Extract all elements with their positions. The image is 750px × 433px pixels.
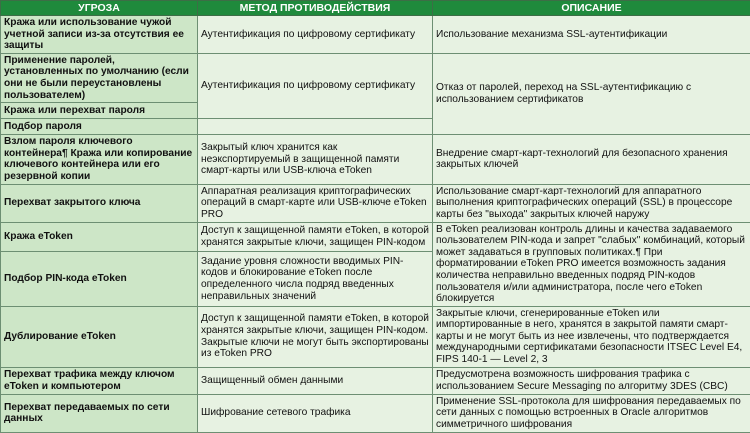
header-countermeasure: МЕТОД ПРОТИВОДЕЙСТВИЯ: [198, 1, 433, 16]
description-cell: В eToken реализован контроль длины и качества задаваемого пользователем PIN-кода и запрет "слабых" комбинаций, который может задаваться в групповых политиках.¶ При форматировании eToken PRO имеется возможность задания количества неправильно введенных подряд PIN-кодов пользователя и/или администратора, после чего eToken блокируется: [433, 222, 750, 306]
countermeasure-cell: Аутентификация по цифровому сертификату: [198, 16, 433, 54]
countermeasure-cell: Закрытый ключ хранится как неэкспортируемый в защищенной памяти смарт-карты или USB-ключа eToken: [198, 135, 433, 184]
threat-cell: Перехват закрытого ключа: [1, 184, 198, 222]
description-cell: Применение SSL-протокола для шифрования передаваемых по сети данных с помощью встроенных в Oracle алгоритмов симметричного шифрования: [433, 394, 750, 432]
countermeasure-cell: Задание уровня сложности вводимых PIN-кодов и блокирование eToken после определенного числа подряд введенных неправильных значений: [198, 252, 433, 306]
threat-cell: Подбор пароля: [1, 119, 198, 135]
table-row: [1, 367, 750, 394]
table-header-row: [1, 1, 750, 16]
threat-cell: Кража eToken: [1, 222, 198, 252]
table-row: [1, 53, 750, 102]
threat-cell: Применение паролей, установленных по умолчанию (если они не были переустановлены пользователем): [1, 53, 198, 102]
description-cell: Использование механизма SSL-аутентификации: [433, 16, 750, 54]
countermeasure-cell: Доступ к защищенной памяти eToken, в которой хранятся закрытые ключи, защищен PIN-кодом. Закрытые ключи не могут быть экспортированы из eToken PRO: [198, 306, 433, 367]
description-cell: Закрытые ключи, сгенерированные eToken или импортированные в него, хранятся в закрытой памяти смарт-карты и не могут быть из нее извлечены, что подтверждается международными сертификатами безопасности ITSEC Level E4, FIPS 140-1 — Level 2, 3: [433, 306, 750, 367]
table-row: [1, 306, 750, 367]
countermeasure-cell: Доступ к защищенной памяти eToken, в которой хранятся закрытые ключи, защищен PIN-кодом: [198, 222, 433, 252]
threat-cell: Дублирование eToken: [1, 306, 198, 367]
description-cell: Отказ от паролей, переход на SSL-аутентификацию с использованием сертификатов: [433, 53, 750, 134]
threat-cell: Взлом пароля ключевого контейнера¶ Кража или копирование ключевого контейнера или его резервной копии: [1, 135, 198, 184]
threat-cell: Кража или перехват пароля: [1, 103, 198, 119]
table-row: [1, 394, 750, 432]
countermeasure-cell-empty: [198, 119, 433, 135]
countermeasure-cell: Аутентификация по цифровому сертификату: [198, 53, 433, 118]
threat-cell: Перехват передаваемых по сети данных: [1, 394, 198, 432]
threat-cell: Подбор PIN-кода eToken: [1, 252, 198, 306]
description-cell: Предусмотрена возможность шифрования трафика с использованием Secure Messaging по алгоритму 3DES (CBC): [433, 367, 750, 394]
description-cell: Внедрение смарт-карт-технологий для безопасного хранения закрытых ключей: [433, 135, 750, 184]
table-row: [1, 16, 750, 54]
countermeasure-cell: Защищенный обмен данными: [198, 367, 433, 394]
countermeasure-cell: Шифрование сетевого трафика: [198, 394, 433, 432]
countermeasure-cell: Аппаратная реализация криптографических операций в смарт-карте или USB-ключе eToken PRO: [198, 184, 433, 222]
description-cell: Использование смарт-карт-технологий для аппаратного выполнения криптографических операций (SSL) в процессоре карты без "выхода" закрытых ключей наружу: [433, 184, 750, 222]
table-row: [1, 222, 750, 252]
header-threat: УГРОЗА: [1, 1, 198, 16]
header-description: ОПИСАНИЕ: [433, 1, 750, 16]
table-row: [1, 184, 750, 222]
threat-cell: Кража или использование чужой учетной записи из-за отсутствия ее защиты: [1, 16, 198, 54]
table-row: [1, 135, 750, 184]
threat-cell: Перехват трафика между ключом eToken и компьютером: [1, 367, 198, 394]
